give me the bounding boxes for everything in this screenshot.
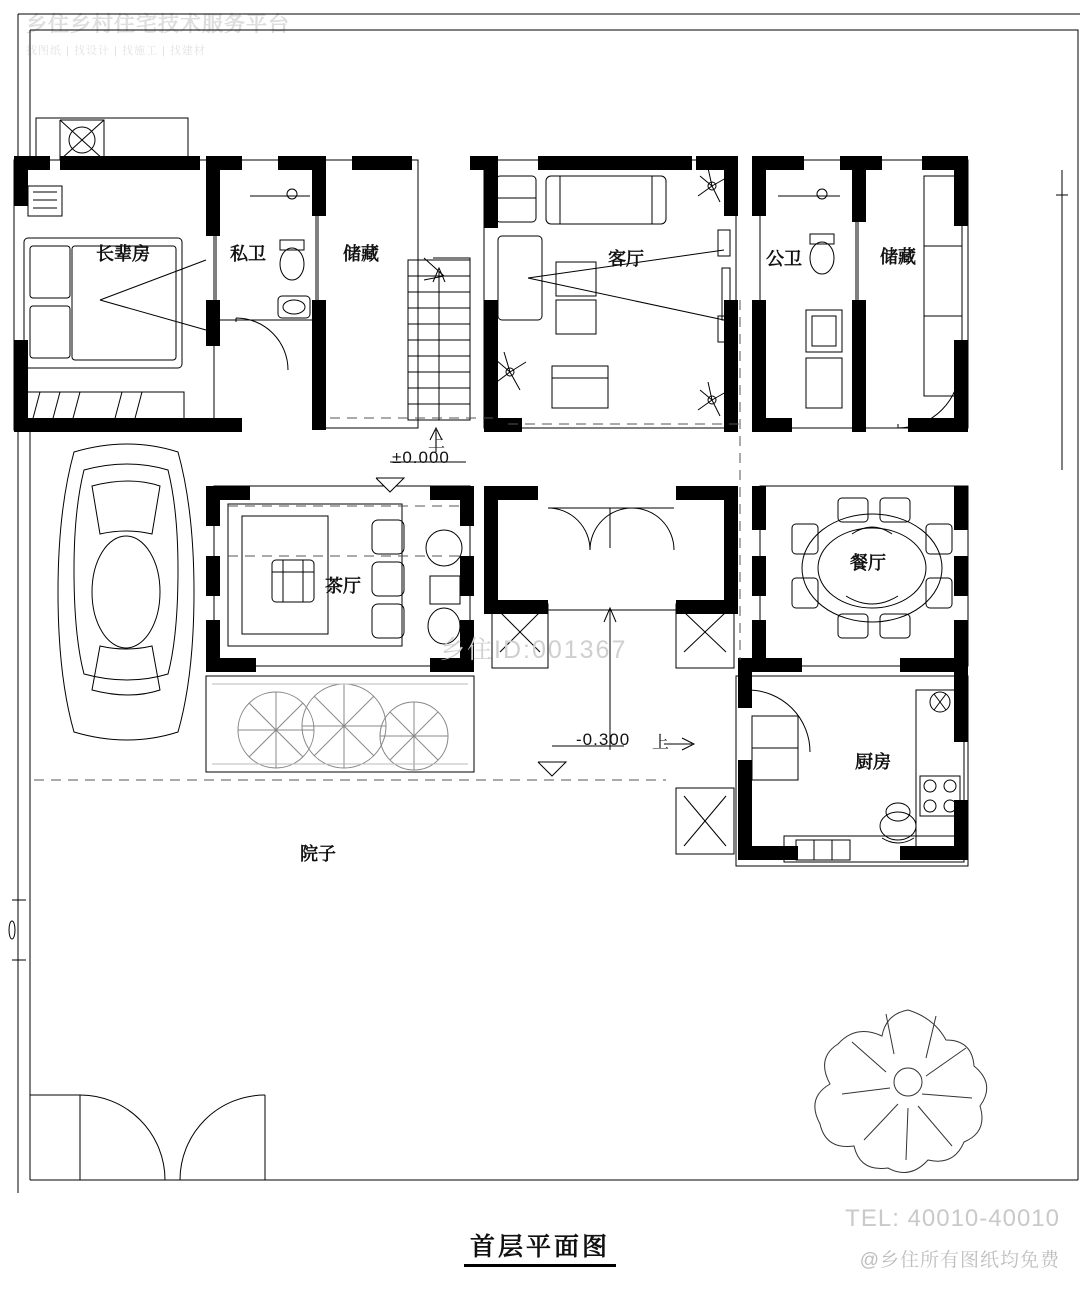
room-label-courtyard: 院子 [300, 844, 336, 864]
up-label-kitchen: 上 [652, 733, 670, 752]
drawing-title [0, 1227, 1080, 1263]
watermark-tel: TEL: 40010-40010 [845, 1205, 1060, 1232]
level-value-yard: -0.300 [576, 730, 631, 749]
drawing-title-text: 首层平面图 [464, 1233, 616, 1267]
watermark-id: 乡住ID:001367 [440, 636, 628, 664]
room-label-public-bath: 公卫 [766, 249, 802, 269]
room-label-private-bath: 私卫 [230, 244, 266, 264]
watermark-logo-line2: 找图纸 | 找设计 | 找施工 | 找建材 [26, 45, 206, 57]
room-label-tea-room: 茶厅 [325, 576, 361, 596]
room-label-elder-bedroom: 长辈房 [96, 244, 150, 264]
watermark-logo-line1: 乡住乡村住宅技术服务平台 [26, 13, 290, 36]
room-label-dining-room: 餐厅 [850, 553, 886, 573]
watermark-free: @乡住所有图纸均免费 [859, 1250, 1060, 1271]
room-label-living-room: 客厅 [608, 249, 644, 269]
up-label-main: 上 [428, 432, 446, 451]
room-label-kitchen: 厨房 [855, 752, 891, 772]
level-value-main: ±0.000 [392, 448, 450, 467]
room-label-storage-left: 储藏 [343, 244, 379, 264]
room-label-storage-right: 储藏 [880, 247, 916, 267]
